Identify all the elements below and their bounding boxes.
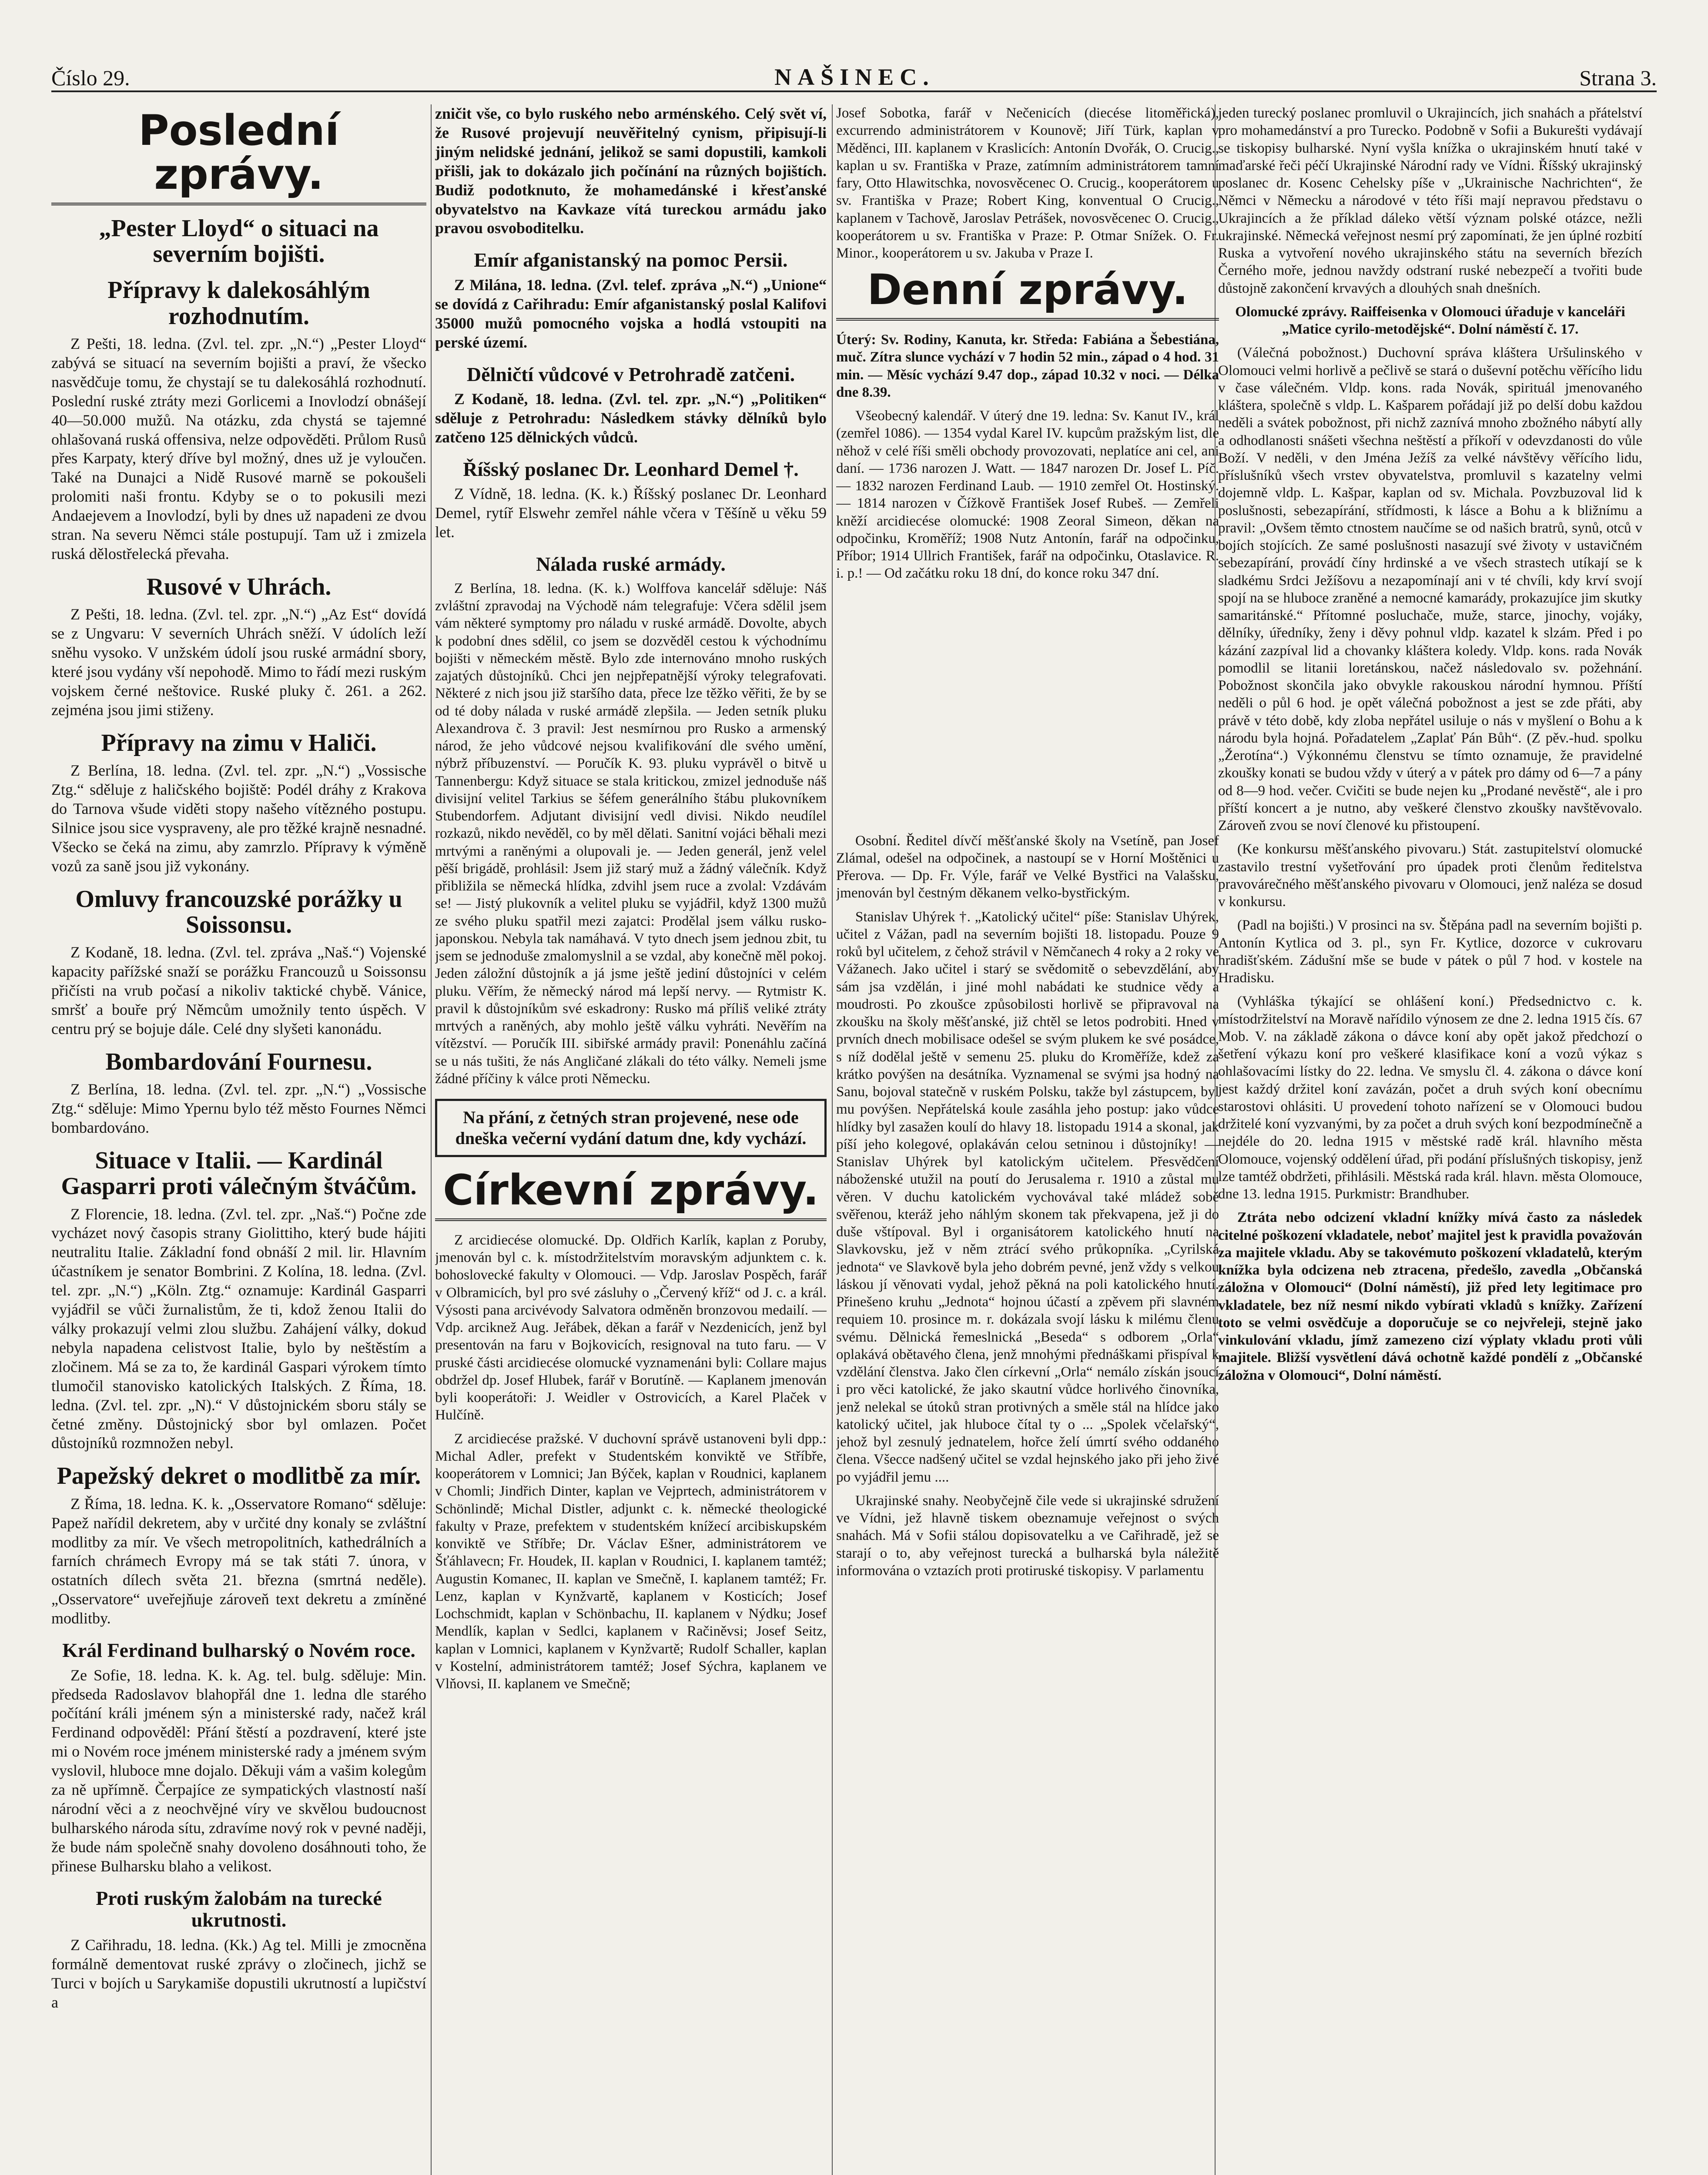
- article-title: Emír afganistanský na pomoc Persii.: [474, 249, 788, 271]
- article-body: Stanislav Uhýrek †. „Katolický učitel“ píše: Stanislav Uhýrek, učitel z Vážan, padl na severním bojišti 18. listopadu. Pouze 9 roků byl učitelem, z čehož strávil v Němčanech 4 roky a 2 roky ve Vážanech. Jako učitel i starý se svědomitě o sebevzdělání, aby sám jsa vzdělán, i jiné mohl nabádati ke studnice vědy a moudrosti. Po zkoušce způsobilosti horlivě se připravoval na zkoušku na školy měšťanské, již chtěl se letos podrobiti. Hned v prvních dnech mobilisace odešel se svým plukem ke své posádce, s níž dodělal ještě v semenu 25. pluku do Kroměříže, kdež za krátko povýšen na desátníka. Vyznamenal se svými jsa hodný na Sanu, bojoval statečně v ruském Polsku, takže byl zástupcem, byl mu povýšen. Nepřátelská koule zasáhla jeho postup: jako vůdce hlídky byl zasažen koulí do hlavy 18. listopadu 1914 a skonal, jak píší jeho kolegové, oplakáván celou setninou i důstojníky! — Stanislav Uhýrek byl katolickým učitelem. Přesvědčení náboženské utužil na poutí do Jerusalema r. 1910 a zůstal mu věren. V duchu katolickém vychovával také mládež sobě svěřenou, kteráž jeho náhlým skonem tak překvapena, jež ji do duše vštípoval. Byl i organisátorem katolického hnutí na Slavkovsku, jež v něm ztrácí svého průkopníka. „Cyrilská jednota“ ve Slavkově byla jeho dobrém pevné, jenž vždy s velkou láskou jí věnovati vydal, jehož pěkná na poli katolického hnutí. Přinešeno kruhu „Jednota“ hojnou účastí a zpěvem při slavném requiem 10. prosince m. r. dokázala svojí lásku k milému členu svému. Dělnická řemeslnická „Beseda“ s odborem „Orla“ oplakává obětavého člena, jenž mnohými přednáškami přispíval k vzdělání členstva. Jako člen církevní „Orla“ nemálo získán jsoucí i pro věci katolické, že jako skautní vůdce horlivého činovníka, jenž nelekal se útoků stran protivných a směle stál na hlídce jako katolický učitel, jak hluboce čítal ty o ... „Spolek včelařský“, jehož byl zesnulý jednatelem, hořce želí úmrtí svého oddaného člena. Všecce nadšený učitel se vzdal hejnského jako při jeho živé po vyjádřil jemu ....: [836, 909, 1219, 1485]
- article-body: Ukrajinské snahy. Neobyčejně čile vede si ukrajinské sdružení ve Vídni, jež hlavně tiskem obeznamuje veřejnost o svých snahách. Má v Sofii stálou dopisovatelku a ve Cařihradě, jež se starají o to, aby veřejnost turecká a bulharská byla náležitě informována o vztazích proti protiruské tiskopisy. V parlamentu: [836, 1492, 1219, 1579]
- article-body: Z Berlína, 18. ledna. (Zvl. tel. zpr. „N.“) „Vossische Ztg.“ sděluje: Mimo Ypernu bylo též město Fournes Němci bombardováno.: [51, 1081, 426, 1136]
- article-title: „Pester Lloyd“ o situaci na severním bojišti.: [99, 214, 379, 268]
- blank-space: [836, 589, 1219, 832]
- section-title-church-news: Církevní zprávy.: [435, 1168, 827, 1221]
- article-body: Z Berlína, 18. ledna. (K. k.) Wolffova kancelář sděluje: Náš zvláštní zpravodaj na Východě nám telegrafuje: Včera sdělil jsem vám některé symptomy pro náladu v ruské armádě. Dovolte, abych k podobní dnes sdělil, co jsem se dozvěděl cestou k východnímu bojišti v německém městě. Bylo zde internováno mnoho ruských zajatých důstojníků. Chci jen nejpřepatnější výroky telegrafovati. Některé z nich jsou již staršího data, přece lze těžko věřiti, že by se od té doby nálada v ruské armádě zlepšila. — Jeden setník pluku Alexandrova č. 3 pravil: Jest nesmírnou pro Rusko a armenský národ, že jeho vůdcové nejsou kvalifikování dle svého umění, nýbrž příbuzenství. — Poručík K. 93. pluku vyprávěl o bitvě u Tannenbergu: Když situace se stala kritickou, zmizel jednoduše náš divisijní velitel Tarkius se šéfem generálního štábu plukovníkem Stubendorfem. Adjutant divisijní vedl divisi. Nikdo neudílel rozkazů, nikdo nevěděl, co by měl dělati. Sanitní vojáci běhali mezi mrtvými a raněnými a olupovali je. — Jeden generál, jenž velel pěší brigádě, prohlásil: Jsem již starý muž a žádný válečník. Když přibližila se německá hlídka, zdvihl jsem ruce a zvolal: Vzdávám se! — Jistý plukovník a velitel pluku se vyjádřil, když 1300 mužů ze svého pluku spatřil mezi zajatci: Prodělal jsem válku rusko-japonskou. Nebyla tak namáhavá. V tyto dnech jsem jednou zbit, tu jsem se jednoduše zmalomyslnil a se vzdal, aby konečně měl pokoj. Jeden záložní důstojník a já jsme ještě jediní důstojníci v celém pluku. Věřím, že německý národ má lepší nervy. — Rytmistr K. pravil k důstojníkům své eskadrony: Rusko má příliš veliké ztráty mrtvých a raněných, aby mohlo ještě válku vyhráti. Nevěřím na vítězství. — Poručík III. sibiřské armády pravil: Ponenáhlu začíná se u nás tušiti, že nás Angličané zlákali do této války. Nemeli jsme žádné příčiny k válce proti Německu.: [435, 580, 827, 1087]
- article-body: Z Berlína, 18. ledna. (Zvl. tel. zpr. „N.“) „Vossische Ztg.“ sděluje z haličského bojiště: Podél dráhy z Krakova do Tarnova všude viděti stopy našeho vítězného postupu. Silnice jsou sice vyspraveny, ale pro těžké krajně nesnadné. Všecko se čeká na zimu, aby zamrzlo. Přípravy k výměně vozů za saně jsou již vykonány.: [51, 762, 426, 875]
- article-body: Z arcidiecése olomucké. Dp. Oldřich Karlík, kaplan z Poruby, jmenován byl c. k. místodržitelstvím moravským adjunktem c. k. bohoslovecké fakulty v Olomouci. — Vdp. Jaroslav Pospěch, farář v Olbramicích, byl pro své zásluhy o „Červený kříž“ od J. c. a král. Výsosti pana arcivévody Salvatora odměněn bronzovou medailí. — Vdp. arciknež Aug. Jeřábek, děkan a farář v Nezdenicích, jenž byl presentován na faru v Bojkovicích, resignoval na tuto faru. — V pruské části arcidiecése olomucké vyznamenáni byli: Collare majus obdržel dp. Josef Hlubek, farář v Borutíně. — Kaplanem jmenován byli kooperátoři: J. Weidler v Ostrovicích, a Karel Plaček v Hulčíně.: [435, 1232, 827, 1423]
- article-body: Z Vídně, 18. ledna. (K. k.) Říšský poslanec Dr. Leonhard Demel, rytíř Elswehr zemřel náhle včera v Těšíně u věku 59 let.: [435, 485, 827, 541]
- column-1: [51, 104, 426, 2175]
- page-number: Strana 3.: [1579, 66, 1657, 90]
- article-title: Král Ferdinand bulharský o Novém roce.: [62, 1639, 415, 1662]
- article-body: Z Pešti, 18. ledna. (Zvl. tel. zpr. „N.“) „Pester Lloyd“ zabývá se situací na severním bojišti a praví, že všecko nasvědčuje tomu, že chystají se tu dalekosáhlá rozhodnutí. Poslední ruské ztráty mezi Gorlicemi a Inovlodzí obnášejí 40—50.000 mužů. Na otázku, zda chystá se tajemné ohlašovaná ruská offensiva, nelze odpověděti. Průlom Rusů přes Karpaty, který dříve byl možný, dnes už je vyloučen. Také na Dunajci a Nidě Rusové marně se pokoušeli prolomiti naši frontu. Kdyby se o to pokusili mezi Andaejevem a Inovlodzí, byli by dnes už napadeni ze dvou stran. Na severu Němci stále postupují. Tam už i zmizela ruská dělostřelecká převaha.: [51, 335, 426, 562]
- column-2: [435, 104, 827, 2175]
- article-body: Z Pešti, 18. ledna. (Zvl. tel. zpr. „N.“) „Az Est“ dovídá se z Ungvaru: V severních Uhrách sněží. V údolích leží sněhu vysoko. V unžském údolí jsou ruské armádní sbory, které jsou vydány vší nepohodě. Mimo to řádí mezi ruským vojskem černé neštovice. Ruské pluky č. 261. a 262. zejména jsou jimi stiženy.: [51, 606, 426, 719]
- section-title-latest-news: Poslední zprávy.: [51, 109, 426, 205]
- calendar-box: Úterý: Sv. Rodiny, Kanuta, kr. Středa: Fabiána a Šebestiána, muč. Zítra slunce vychází v 7 hodin 52 min., západ o 4 hod. 31 min. — Měsíc vychází 9.47 dop., západ 10.32 v noci. — Délka dne 8.39.: [836, 332, 1219, 400]
- article-continuation: zničit vše, co bylo ruského nebo arménského. Celý svět ví, že Rusové projevují neuvěřitelný cynism, připisují-li jiným nelidské jednání, jelikož se sami dopustili, kamkoli přišli, jak to dokázalo jich počínání na různých bojištích. Budiž podotknuto, že mohamedánské i křesťanské obyvatelstvo na Kavkaze vítá tureckou armádu jako pravou osvoboditelku.: [435, 105, 827, 237]
- article-title: Situace v Italii. — Kardinál Gasparri proti válečným štváčům.: [61, 1147, 417, 1200]
- article-body: Ztráta nebo odcizení vkladní knížky mívá často za následek citelné poškození vkladatele, neboť majitel jest k pravidla považován za majitele vkladu. Aby se takovémuto poškození vkladatelů, kterým knížka byla odcizena neb ztracena, předešlo, zavedla „Občanská záložna v Olomouci“ (Dolní náměstí), již před lety legitimace pro vkladatele, bez níž nesmí nikdo vybírati vkladů s knížky. Zařízení toto se velmi osvědčuje a doporučuje se co nejvřeleji, stejně jako vinkulování vkladu, jímž zamezeno cizí výplaty vkladu proti vůli majitele. Bližší vysvětlení dává ochotně každé pondělí z „Občanské záložna v Olomouci“, Dolní náměstí.: [1218, 1210, 1642, 1383]
- article-title: Proti ruským žalobám na turecké ukrutnosti.: [96, 1887, 382, 1931]
- article-body: Ze Sofie, 18. ledna. K. k. Ag. tel. bulg. sděluje: Min. předseda Radoslavov blahopřál dne 1. ledna dle starého počítání králi jménem sýn a ministerské rady, načež král Ferdinand odpověděl: Přání štěstí a pozdravení, které jste mi o Novém roce jménem ministerské rady a jménem svým vyslovil, hluboce mne dojalo. Děkuji vám a vašim kolegům za ně upřímně. Čerpajíce ze sympatických vlastností naší národní věci a z neochvějné víry ve skvělou budoucnost bulharského národa sítu, zdravíme nový rok v pevné naději, že bude nám společně snahy dovoleno dosáhnouti toho, že přinese Bulharsku blaho a velikost.: [51, 1666, 426, 1875]
- article-body: (Padl na bojišti.) V prosinci na sv. Štěpána padl na severním bojišti p. Antonín Kytlica od 3. pl., syn Fr. Kytlice, dozorce v cukrovaru hradišťském. Zádušní mše se bude v pátek o půl 7 hod. v kostele na Hradisku.: [1218, 917, 1642, 986]
- article-title: Papežský dekret o modlitbě za mír.: [57, 1462, 421, 1490]
- article-title: Omluvy francouzské porážky u Soissonsu.: [75, 885, 402, 938]
- article-body: Z Kodaně, 18. ledna. (Zvl. tel. zpr. „N.“) „Politiken“ sděluje z Petrohradu: Následkem stávky dělníků bylo zatčeno 125 dělnických vůdců.: [435, 390, 827, 446]
- article-title: Říšský poslanec Dr. Leonhard Demel †.: [463, 458, 799, 480]
- local-news-heading: Olomucké zprávy. Raiffeisenka v Olomouci úřaduje v kanceláři „Matice cyrilo-metodějské“. Dolní náměstí č. 17.: [1235, 304, 1625, 337]
- almanac: Všeobecný kalendář. V úterý dne 19. ledna: Sv. Kanut IV., král (zemřel 1086). — 1354 vydal Karel IV. kupcům pražským list, dle něhož v celé říši směli obchody provozovati, neplatíce ani cel, ani daní. — 1736 narozen J. Watt. — 1847 narozen Dr. Josef L. Píč. — 1832 narozen Ferdinand Laub. — 1910 zemřel Ot. Hostinský. — 1814 narozen v Čížkově František Josef Rubeš. — Zemřeli kněží arcidiecése olomucké: 1908 Zeoral Simeon, děkan na odpočinku, Kroměříž; 1908 Nutz Antonín, farář na odpočinku, Příbor; 1914 Ullrich František, farář na odpočinku, Otaslavice. R. i. p.! — Od začátku roku 18 dní, do konce roku 347 dní.: [836, 408, 1219, 582]
- article-body: (Vyhláška týkající se ohlášení koní.) Předsednictvo c. k. místodržitelství na Moravě nařídilo výnosem ze dne 2. ledna 1915 čís. 67 Mob. V. na základě zákona o dávce koní aby opět jakož předchozí o šetření výkazu koní pro veškeré klasifikace koní a vozů výkaz s ohlašovacími lístky do 22. ledna. Ve smyslu čl. 4. zákona o dávce koní jest každý držitel koní zavázán, počet a druh svých koní obecnímu starostovi ohlásiti. U provedení tohoto nařízení se v Olomouci budou držitelé koní vyzvanými, by za počet a druh svých koní bezpodmínečně a nejdéle do 20. ledna 1915 v městské radě král. hlavního města Olomouce, vojenský oddělení úřad, při podání příslušných tiskopisy, jenž lze tamtéž obdržeti, přihlásili. Městská rada král. hlavn. města Olomouce, dne 13. ledna 1915. Purkmistr: Brandhuber.: [1218, 994, 1642, 1202]
- article-body: (Ke konkursu měšťanského pivovaru.) Stát. zastupitelství olomucké zastavilo trestní vyšetřování pro úpadek proti členům ředitelstva pravovárečného měšťanského pivovaru v Olomouci, jenž naléza se dosud v konkursu.: [1218, 841, 1642, 910]
- article-body: (Válečná pobožnost.) Duchovní správa kláštera Uršulinského v Olomouci velmi horlivě a pečlivě se stará o duševní potěchu věřícího lidu v čase válečném. Vldp. kons. rada Novák, spirituál jmenovaného kláštera, společně s vldp. L. Kašparem pořádají již po delší dobu každou neděli a svátek pobožnost, při nichž zaznívá mnoho zbožného nábytí ally a odhodlanosti snášeti všechna neštěstí a příkoří v odevzdanosti do vůle Boží. V neděli, v den Jména Ježíš za velké návštěvy věřícího lidu, příslušníků všech vrstev obyvatelstva, promluvil s kazatelny velmi dojemně vldp. L. Kašpar, kaplan od sv. Michala. Povzbuzoval lid k poslušnosti, sebezapírání, střídmosti, k lásce a Bohu a k bližnímu a pravil: „Ovšem těmto ctnostem naučíme se od našich bratrů, synů, otců v bojích stojících. Ze samé poslušnosti nasazují své životy v ustavičném sebezapírání, provádí číny hrdinské a ve všech strastech utíkají se k sladkému Srdci Ježíšovu a nezapomínají ani v té chvíli, kdy krví svojí spojí na se hluboce zraněné a nemocné kamarády, prokazujíce jim skutky samaritánské.“ Přítomné posluchače, muže, starce, jinochy, vojáky, dělníky, úředníky, ženy i děvy pohnul vldp. kazatel k slzám. Před i po kázání zazpíval lid a chovanky kláštera koledy. Vldp. kons. rada Novák pomodlil se litanii loretánskou, načež následovalo sv. požehnání. Pobožnost skončila jako obvykle rakouskou národní hymnou. Příští neděli o půl 6 hod. je opět válečná pobožnost a jest se zde přáti, aby právě v této době, kdy zloba nepřátel usiluje o nás v myšlení o Bohu a k národu byla hojná. Pořadatelem „Zaplať Pán Bůh“. (Z pěv.-hud. spolku „Žerotína“.) Výkonnému členstvu se tímto oznamuje, že pravidelné zkoušky konati se budou vždy v úterý a v pátek pro dámy od 6—7 a pány od 8—9 hod. večer. Cvičiti se bude nejen ku „Prodané nevěstě“, ale i pro příští koncert a je nutno, aby veškeré členstvo zkoušky navštěvovalo. Zároveň zvou se noví členové ku přistoupení.: [1218, 345, 1642, 833]
- column-3: [836, 104, 1219, 2175]
- issue-number: Číslo 29.: [51, 66, 130, 90]
- article-body: Z arcidiecése pražské. V duchovní správě ustanoveni byli dpp.: Michal Adler, prefekt v Studentském konviktě ve Stříbře, kooperátorem v Lomnici; Jan Býček, kaplan v Roudnici, kaplanem v Chomli; Jindřich Dinter, kaplan ve Vejprtech, administrátorem v Schönlindě; Michal Distler, adjunkt c. k. německé theologické fakulty v Praze, prefektem v studentském knížecí arcibiskupském konviktě ve Stříbře; Dr. Václav Ešner, administrátorem ve Šťáhlavecn; Fr. Houdek, II. kaplan v Roudnici, I. kaplanem tamtéž; Augustin Komanec, II. kaplan ve Smečně, I. kaplanem tamtéž; Fr. Lenz, kaplan v Kynžvartě, kaplanem v Kosticích; Josef Lochschmidt, kaplan v Schönbachu, II. kaplanem v Nýdku; Josef Mendlík, kaplan v Sedlci, kaplanem v Račiněvsi; Josef Seitz, kaplan v Lomnici, kaplanem v Kynžvartě; Rudolf Schaller, kaplan v Kostelní, administrátorem tamtéž; Josef Sýchra, kaplanem ve Vlňovsi, II. kaplanem ve Smečně;: [435, 1431, 827, 1692]
- article-title: Nálada ruské armády.: [536, 553, 726, 576]
- article-subtitle: Přípravy k dalekosáhlým rozhodnutím.: [107, 277, 370, 330]
- page-header: [51, 12, 1657, 92]
- column-rule: [431, 104, 432, 2175]
- article-title: Bombardování Fournesu.: [105, 1048, 372, 1075]
- article-body: Z Florencie, 18. ledna. (Zvl. tel. zpr. „Naš.“) Počne zde vycházet nový časopis strany Giolittiho, který bude hájiti neutralitu Italie. Základní fond obnáší 2 mil. lir. Hlavním účastníkem je senator Bombrini. Z Kolína, 18. ledna. (Zvl. tel. zpr. „N.“) „Köln. Ztg.“ oznamuje: Kardinál Gasparri vyjádřil se vůči žurnalistům, že ti, kdož ženou Italii do války prokazují velmi zlou službu. Zahájení války, dokud nebyla napadena celistvost Italie, bylo by neštěstím a zločinem. Má se za to, že kardinál Gaspari výrokem tímto tlumočil stanovisko katolických Italských. Z Říma, 18. ledna. (Zvl. tel. zpr. „N).“ V důstojnickém sboru stály se četné změny. Důstojnický sbor byl omlazen. Počet důstojníků rozmnožen nebyl.: [51, 1205, 426, 1452]
- article-title: Rusové v Uhrách.: [146, 573, 332, 600]
- article-body: Z Říma, 18. ledna. K. k. „Osservatore Romano“ sděluje: Papež nařídil dekretem, aby v určité dny konaly se zvláštní modlitby za mír. Ve všech metropolitních, kathedrálních a farních chrámech Evropy má se tak státi 7. února, v ostatních dílech světa 21. března (smrtná neděle). „Osservatore“ uveřejňuje zároveň text dekretu a zmíněné modlitby.: [51, 1495, 426, 1627]
- article-continuation: jeden turecký poslanec promluvil o Ukrajincích, jich snahách a přátelství pro mohamedánství a pro Turecko. Podobně v Sofii a Bukurešti vydávají se tiskopisy bulharské. Nyní vyšla knížka o ukrajinském hnutí také v maďarské řeči péčí Ukrajinské Národní rady ve Vídni. Říšský ukrajinský poslanec dr. Kosenc Cehelsky píše v „Ukrainische Nachrichten“, že Němci v Německu a národové v této říši mají nepravou představu o Ukrajincích a že příklad dáleko větší význam polské otázce, nežli ukrajinské. Německá veřejnost nesmí prý zapomínati, že jen úplné rozbití Ruska a vytvoření nového ukrajinského státu na severních březích Černého moře, jednou navždy odstraní ruské nebezpečí a tvořiti bude důstojně zakončení krvavých a dlouhých snah dnešních.: [1218, 105, 1642, 296]
- article-body: Z Cařihradu, 18. ledna. (Kk.) Ag tel. Milli je zmocněna formálně dementovat ruské zprávy o zločinech, jichž se Turci v bojích u Sarykamiše dopustili ukrutností a lupičství a: [51, 1936, 426, 2011]
- column-rule: [832, 104, 833, 2175]
- article-body: Z Kodaně, 18. ledna. (Zvl. tel. zpráva „Naš.“) Vojenské kapacity pařížské snaží se porážku Francouzů u Soissonsu přičísti na vrub počasí a nikoliv taktické chybě. Vánice, smršť a bouře prý Němcům umožnily tento úspěch. V centru prý se bojuje dále. Celé dny slyšeti kanonádu.: [51, 944, 426, 1037]
- article-title: Přípravy na zimu v Haliči.: [101, 729, 377, 756]
- column-4: [1218, 104, 1642, 2175]
- article-continuation: Josef Sobotka, farář v Nečenicích (diecése litoměřická), excurrendo administrátorem v Kounově; Jiří Türk, kaplan v Měděnci, III. kaplanem v Kraslicích: Antonín Dvořák, O. Crucig., kaplan u sv. Františka v Praze, zatímním administrátorem tamní fary, Otto Hlawitschka, novosvěcenec O. Crucig., kooperátorem u sv. Františka v Praze; Robert King, konventual O Crucig., kaplanem v Tachově, Jaroslav Petrášek, novosvěcenec O. Crucig., kooperátorem u sv. Františka v Praze: P. Otmar Snížek. O. Fr. Minor., kooperátorem u sv. Jakuba v Praze I.: [836, 105, 1219, 261]
- article-title: Dělničtí vůdcové v Petrohradě zatčeni.: [466, 363, 795, 385]
- masthead: NAŠINEC.: [774, 64, 935, 90]
- editorial-notice: Na přání, z četných stran projevené, nese ode dneška večerní vydání datum dne, kdy vychází.: [435, 1099, 827, 1157]
- section-title-daily-news: Denní zprávy.: [836, 268, 1219, 321]
- article-body: Osobní. Ředitel dívčí měšťanské školy na Vsetíně, pan Josef Zlámal, odešel na odpočinek, a nastoupí se v Horní Moštěnici u Přerova. — Dp. Fr. Výle, farář ve Velké Bystřici na Valašsku, jmenován byl čestným děkanem velko-bystřickým.: [836, 833, 1219, 901]
- article-body: Z Milána, 18. ledna. (Zvl. telef. zpráva „N.“) „Unione“ se dovídá z Cařihradu: Emír afganistanský poslal Kalifovi 35000 mužů pomocného vojska a hodlá vstoupiti na perské území.: [435, 276, 827, 351]
